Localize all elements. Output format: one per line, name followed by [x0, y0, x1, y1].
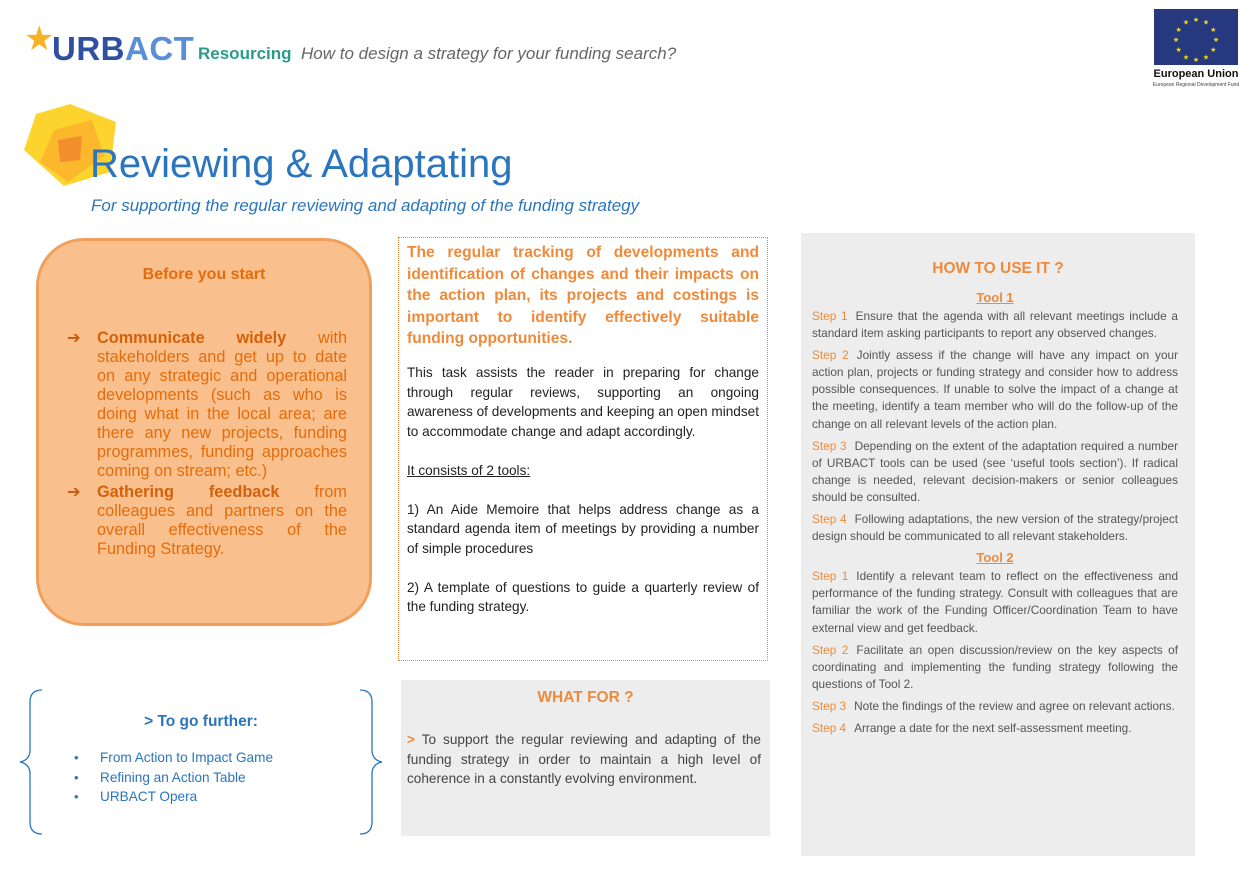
tool1-step [812, 511, 1178, 545]
star-icon: ★ [24, 20, 55, 58]
lead-text: The regular tracking of developments and identification of changes and their impacts on the action plan, its projects and costings is important to identify effectively suitable funding opportunities. [407, 244, 759, 347]
list-item [67, 329, 347, 481]
what-for-body: To support the regular reviewing and adapting of the funding strategy in order to maintain a high level of coherence in a constantly evolving environment. [407, 732, 761, 787]
tools-heading: It consists of 2 tools: [407, 462, 531, 478]
tool2-step [812, 698, 1178, 715]
tool2-step [812, 720, 1178, 737]
step-text: Following adaptations, the new version of the strategy/project design should be communicated to all relevant stakeholders. [812, 512, 1178, 544]
step-text: Identify a relevant team to reflect on the effectiveness and performance of the funding strategy. Consult with colleagues that are familiar the work of the Funding Officer/Coordination Team to have external view and get feedback. [812, 569, 1179, 635]
urbact-logo [24, 22, 194, 70]
step-text: Arrange a date for the next self-assessment meeting. [854, 720, 1132, 735]
chevron-right-icon: > [407, 732, 415, 747]
svg-text:★: ★ [1192, 16, 1200, 24]
before-you-start-box [36, 238, 372, 626]
link-refining-an-action-table[interactable]: • Refining an Action Table [74, 768, 273, 788]
link-urbact-opera[interactable]: • URBACT Opera [74, 787, 273, 807]
step-label: Step 4 [812, 720, 847, 735]
logo-text: URBACT [52, 30, 195, 67]
before-list [67, 329, 347, 561]
arrow-right-icon: ➔ [67, 483, 81, 501]
eu-logo [1151, 9, 1241, 89]
tool-1-description: 1) An Aide Memoire that helps address change as a standard agenda item of meetings by providing a number of simple procedures [407, 501, 759, 556]
step-text: Note the findings of the review and agree on relevant actions. [854, 698, 1175, 713]
list-item [67, 483, 347, 559]
step-text: Ensure that the agenda with all relevant meetings include a standard item asking participants to report any observed changes. [812, 309, 1178, 341]
how-to-use-box [801, 233, 1195, 856]
description-body [407, 363, 759, 636]
step-label: Step 3 [812, 438, 847, 453]
tool-2-label: Tool 2 [976, 550, 1014, 566]
step-label: Step 2 [812, 642, 849, 657]
tool-1-label: Tool 1 [976, 290, 1014, 305]
svg-text:★: ★ [1212, 36, 1220, 44]
step-text: Jointly assess if the change will have any impact on your action plan, projects or funding strategy and consider how to address possible consequences. If unable to solve the impact of a change at the meeting, identify a team member who will do the follow-up of the change on all relevant levels of the action plan. [812, 348, 1178, 431]
tool2-step [812, 568, 1178, 636]
item-bold: Gathering feedback [97, 483, 280, 501]
svg-text:★: ★ [1210, 46, 1217, 54]
eu-fund: European Regional Development Fund [1152, 82, 1240, 88]
step-label: Step 3 [812, 698, 847, 713]
eu-title: European Union [1153, 68, 1239, 80]
description-box [398, 237, 768, 661]
tool1-step [812, 347, 1178, 432]
arrow-right-icon: ➔ [67, 329, 81, 347]
header-section: Resourcing [198, 44, 292, 63]
svg-text:★: ★ [1182, 18, 1190, 27]
step-label: Step 1 [812, 309, 848, 323]
step-text: Depending on the extent of the adaptation required a number of URBACT tools can be used (see ‘useful tools section’). If radical change is needed, relevant decision-makers or senior colleagues should be consulted. [812, 438, 1179, 504]
go-further-title: > To go further: [144, 713, 258, 730]
tool-2-description: 2) A template of questions to guide a quarterly review of the funding strategy. [407, 579, 759, 615]
how-body [812, 290, 1178, 742]
svg-text:★: ★ [1202, 53, 1210, 62]
svg-text:★: ★ [1175, 26, 1182, 34]
svg-text:★: ★ [1192, 56, 1200, 64]
intro-text: This task assists the reader in preparing for change through regular reviews, supporting an ongoing awareness of developments and keeping an open mindset to accommodate change and adapt accordingly. [407, 365, 759, 440]
step-label: Step 4 [812, 512, 847, 527]
before-title: Before you start [142, 266, 266, 283]
page-title: Reviewing & Adaptating [90, 142, 513, 186]
item-text: from colleagues and partners on the overall effectiveness of the Funding Strategy. [97, 483, 347, 558]
page-subtitle: For supporting the regular reviewing and adapting of the funding strategy [91, 196, 640, 215]
go-further-box [18, 688, 384, 836]
tool2-step [812, 642, 1178, 693]
step-label: Step 2 [812, 348, 849, 363]
what-for-title: WHAT FOR ? [537, 689, 634, 706]
svg-text:★: ★ [1172, 36, 1180, 44]
svg-text:★: ★ [1202, 18, 1210, 27]
eu-flag-icon [1154, 9, 1238, 65]
how-title: HOW TO USE IT ? [932, 260, 1064, 277]
step-label: Step 1 [812, 569, 849, 584]
svg-text:★: ★ [1182, 53, 1190, 62]
tool1-step [812, 308, 1178, 342]
tool1-step [812, 438, 1178, 506]
item-bold: Communicate widely [97, 329, 287, 347]
svg-text:★: ★ [1175, 46, 1182, 54]
header-subtitle: How to design a strategy for your funding search? [301, 44, 677, 63]
svg-text:★: ★ [1210, 26, 1217, 34]
link-from-action-to-impact-game[interactable]: • From Action to Impact Game [74, 748, 273, 768]
step-text: Facilitate an open discussion/review on the key aspects of coordinating and implementing the funding strategy following the questions of Tool 2. [812, 642, 1179, 691]
what-for-text [407, 730, 761, 789]
what-for-box [401, 680, 770, 836]
further-links [74, 748, 273, 807]
item-text: with stakeholders and get up to date on any strategic and operational developments (such as who is doing what in the local area; are there any new projects, funding programmes, funding approaches coming on stream; etc.) [97, 329, 347, 480]
